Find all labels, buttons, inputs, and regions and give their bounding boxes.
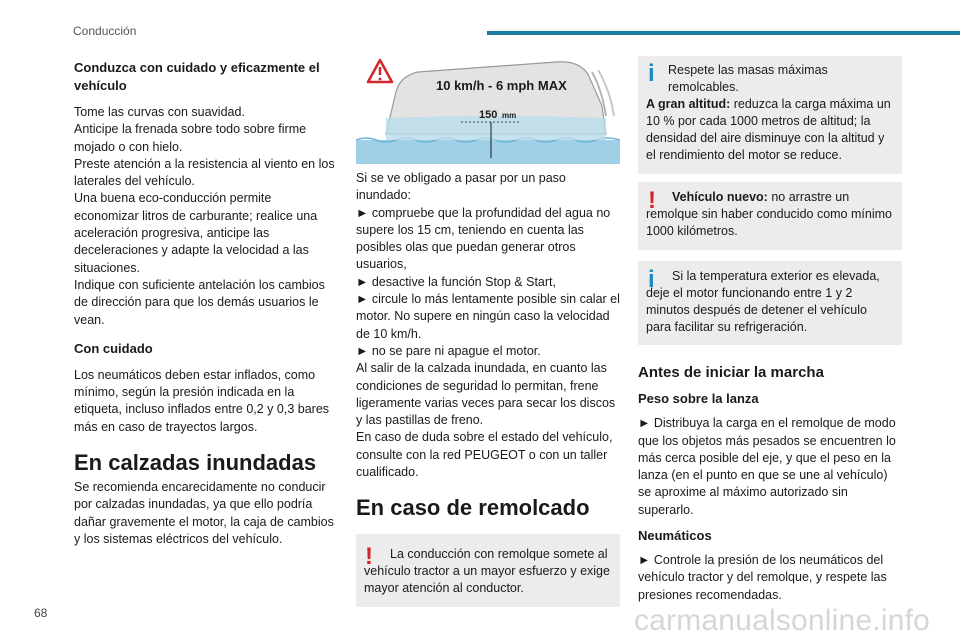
drive-text [74, 104, 338, 329]
doubt-text: En caso de duda sobre el estado del vehículo, consulte con la red PEUGEOT o con un taller cualificado. [356, 430, 613, 480]
flood-step: ► circule lo más lentamente posible sin calar el motor. No supere en ningún caso la velocidad de 10 km/h. [356, 292, 620, 341]
flood-intro: Si se ve obligado a pasar por un paso inundado: [356, 171, 566, 203]
drive-title: Conduzca con cuidado y eficazmente el vehículo [74, 60, 320, 93]
tow-warning-text: La conducción con remolque somete al vehículo tractor a un mayor esfuerzo y exige mayor atención al conductor. [364, 547, 610, 596]
altitude-text: reduzca la carga máxima un 10 % por cada 1000 metros de altitud; la densidad del aire disminuye con la altitud y el rendimiento del motor se reduce. [646, 97, 891, 162]
page-number: 68 [34, 606, 48, 620]
drive-line: Indique con suficiente antelación los cambios de dirección para que los demás usuarios le vean. [74, 277, 325, 327]
watermark: carmanualsonline.info [633, 604, 930, 637]
care-title: Con cuidado [74, 340, 153, 356]
column-middle [356, 56, 620, 607]
flood-step: ► compruebe que la profundidad del agua no supere los 15 cm, teniendo en cuenta las posibles olas que puedan generar otros usuarios, [356, 205, 611, 272]
altitude-label: A gran altitud: [646, 97, 731, 111]
new-vehicle-text [646, 189, 894, 240]
info-icon: i [648, 266, 655, 293]
flood-title: En calzadas inundadas [74, 450, 317, 476]
depth-unit: mm [502, 111, 517, 120]
header-section-title: Conducción [73, 24, 137, 38]
column-left [74, 56, 338, 548]
info-box-temperature [638, 261, 902, 345]
flood-step: ► desactive la función Stop & Start, [356, 274, 556, 289]
after-flood-text: Al salir de la calzada inundada, en cuanto las condiciones de seguridad lo permitan, frene ligeramente varias veces para secar los discos y las pastillas de freno. [356, 361, 616, 428]
warning-exclamation-icon: ! [648, 187, 656, 214]
flood-instructions [356, 170, 620, 481]
temperature-text: Si la temperatura exterior es elevada, deje el motor funcionando entre 1 y 2 minutos después de detener el vehículo para facilitar su refrigeración. [646, 269, 880, 334]
tyres-text: ► Controle la presión de los neumáticos del vehículo tractor y del remolque, y respete las presiones recomendadas. [638, 553, 887, 602]
info-box-masses [638, 56, 902, 174]
drawbar-title: Peso sobre la lanza [638, 391, 759, 407]
warning-box-new-vehicle [638, 182, 902, 250]
drive-line: Preste atención a la resistencia al viento en los laterales del vehículo. [74, 156, 335, 189]
flood-text: Se recomienda encarecidamente no conducir por calzadas inundadas, ya que ello podría dañar gravemente el motor, la caja de cambios y los sistemas eléctricos del vehículo. [74, 480, 334, 546]
before-start-title: Antes de iniciar la marcha [638, 364, 824, 381]
drive-line: Anticipe la frenada sobre todo sobre firme mojado o con hielo. [74, 122, 307, 154]
drive-line: Una buena eco-conducción permite economizar litros de carburante; realice una aceleración progresiva, anticipe las deceleraciones y adapte la velocidad a las situaciones. [74, 191, 318, 275]
new-vehicle-body: no arrastre un remolque sin haber conducido como mínimo 1000 kilómetros. [646, 190, 892, 238]
drive-line: Tome las curvas con suavidad. [74, 105, 245, 119]
new-vehicle-label: Vehículo nuevo: [672, 190, 768, 204]
info-masses-lead: Respete las masas máximas remolcables. [668, 63, 828, 94]
header-accent-bar [487, 31, 960, 35]
care-text: Los neumáticos deben estar inflados, como mínimo, según la presión indicada en la etiqueta, incluso inflados entre 0,2 y 0,3 bares más en caso de trayectos largos. [74, 367, 330, 434]
tyres-title: Neumáticos [638, 528, 712, 544]
info-icon: i [648, 60, 655, 87]
water-band [356, 140, 620, 164]
warning-dot [379, 78, 382, 81]
speed-limit-label: 10 km/h - 6 mph MAX [436, 78, 567, 93]
tow-title: En caso de remolcado [356, 495, 590, 521]
tow-warning-box [356, 534, 620, 607]
depth-value: 150 [479, 109, 498, 121]
flooded-road-illustration [356, 56, 620, 164]
warning-exclamation-icon: ! [365, 543, 373, 571]
flood-step: ► no se pare ni apague el motor. [356, 343, 541, 358]
column-right [638, 56, 902, 604]
flooded-road-figure [356, 56, 620, 164]
drawbar-text: ► Distribuya la carga en el remolque de modo que los objetos más pesados se encuentren lo más cerca posible del eje, y que el peso en la lanza (en el punto en que se une al vehículo) se aproxime al máximo autorizado sin superarlo. [638, 416, 896, 517]
